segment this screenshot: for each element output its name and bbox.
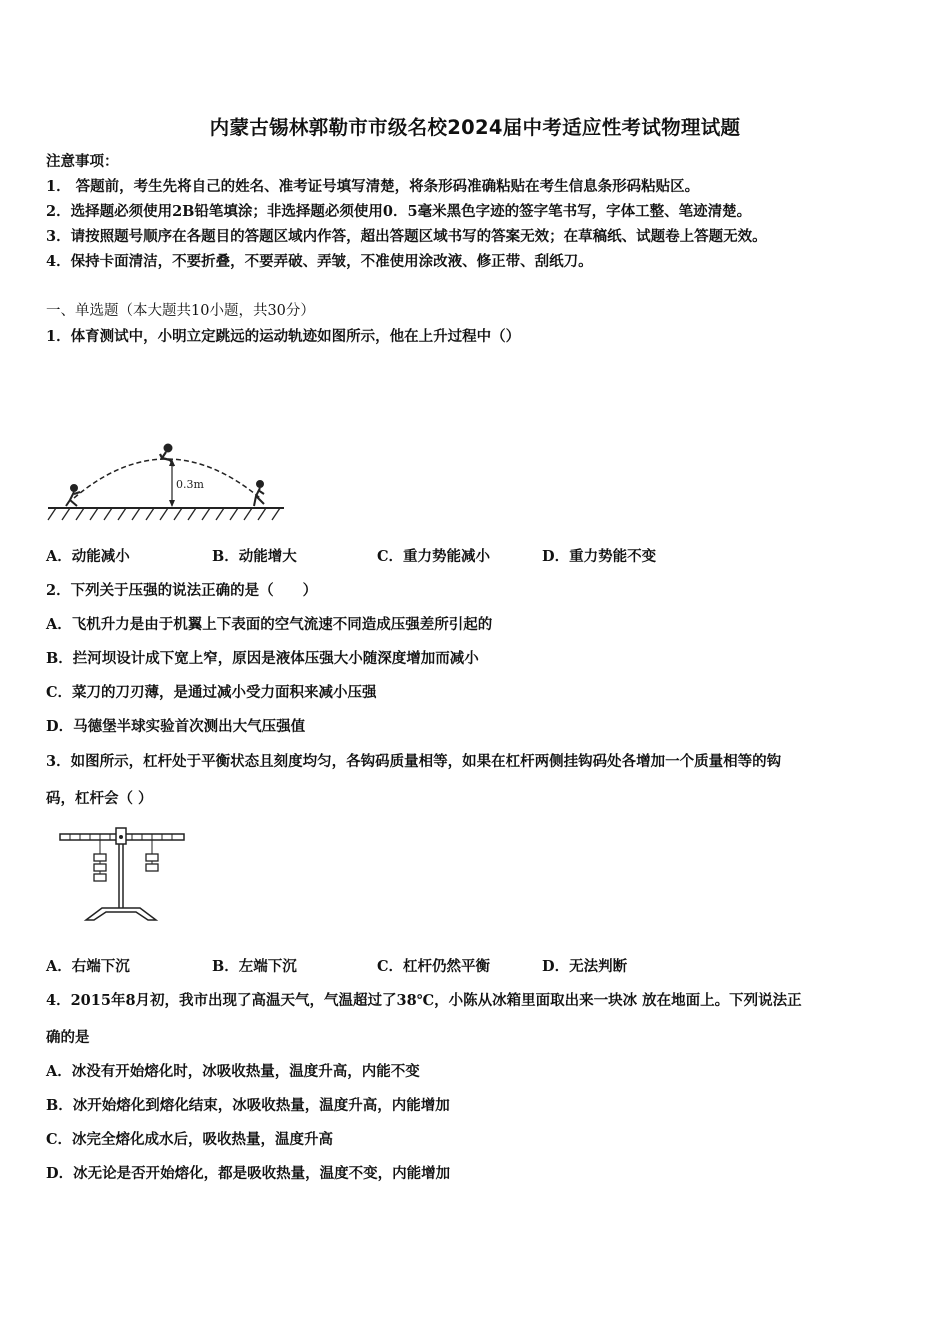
notice-heading: 注意事项： [46, 153, 119, 170]
section-heading: 一、单选题（本大题共10小题，共30分） [46, 303, 315, 319]
exam-title: 内蒙古锡林郭勒市市级名校2024届中考适应性考试物理试题 [209, 116, 741, 139]
question-4-stem-cont: 确的是 [46, 1029, 90, 1046]
question-2-stem: 2．下列关于压强的说法正确的是（ ） [46, 582, 318, 599]
question-3-stem: 3．如图所示，杠杆处于平衡状态且刻度均匀，各钩码质量相等，如果在杠杆两侧挂钩码处各增加一个质量相等的钩 [46, 753, 782, 770]
option-a: A．动能减小 [46, 548, 130, 565]
option-d: D．无法判断 [542, 958, 628, 975]
option-c: C．重力势能减小 [377, 548, 491, 565]
option-a: A．右端下沉 [46, 958, 130, 975]
option-d: D．冰无论是否开始熔化，都是吸收热量，温度不变，内能增加 [46, 1165, 451, 1182]
long-jump-figure [44, 432, 290, 524]
option-c: C．冰完全熔化成水后，吸收热量，温度升高 [46, 1131, 334, 1148]
notice-item: 3．请按照题号顺序在各题目的答题区域内作答，超出答题区域书写的答案无效；在草稿纸、试题卷上答题无效。 [46, 228, 767, 245]
option-d: D．马德堡半球实验首次测出大气压强值 [46, 718, 306, 735]
option-a: A．飞机升力是由于机翼上下表面的空气流速不同造成压强差所引起的 [46, 616, 493, 633]
question-3-stem-cont: 码，杠杆会（ ） [46, 790, 153, 807]
option-b: B．冰开始熔化到熔化结束，冰吸收热量，温度升高，内能增加 [46, 1097, 450, 1114]
option-c: C．杠杆仍然平衡 [377, 958, 491, 975]
question-3-options [46, 957, 846, 977]
option-c: C．菜刀的刀刃薄，是通过减小受力面积来减小压强 [46, 684, 377, 701]
question-1-stem: 1．体育测试中，小明立定跳远的运动轨迹如图所示，他在上升过程中（） [46, 328, 521, 345]
question-1-options [46, 547, 846, 567]
question-4-stem: 4．2015年8月初，我市出现了高温天气，气温超过了38℃，小陈从冰箱里面取出来一块冰 放在地面上。下列说法正 [46, 992, 802, 1009]
option-d: D．重力势能不变 [542, 548, 657, 565]
option-b: B．动能增大 [212, 548, 297, 565]
option-b: B．左端下沉 [212, 958, 297, 975]
lever-figure [56, 826, 188, 922]
height-label: 0.3m [176, 478, 204, 491]
option-a: A．冰没有开始熔化时，冰吸收热量，温度升高，内能不变 [46, 1063, 420, 1080]
notice-item: 2．选择题必须使用2B铅笔填涂；非选择题必须使用0．5毫米黑色字迹的签字笔书写，字体工整、笔迹清楚。 [46, 203, 752, 220]
notice-item: 4．保持卡面清洁，不要折叠，不要弄破、弄皱，不准使用涂改液、修正带、刮纸刀。 [46, 253, 593, 270]
option-b: B．拦河坝设计成下宽上窄，原因是液体压强大小随深度增加而减小 [46, 650, 479, 667]
notice-item: 1． 答题前，考生先将自己的姓名、准考证号填写清楚，将条形码准确粘贴在考生信息条形码粘贴区。 [46, 178, 700, 195]
